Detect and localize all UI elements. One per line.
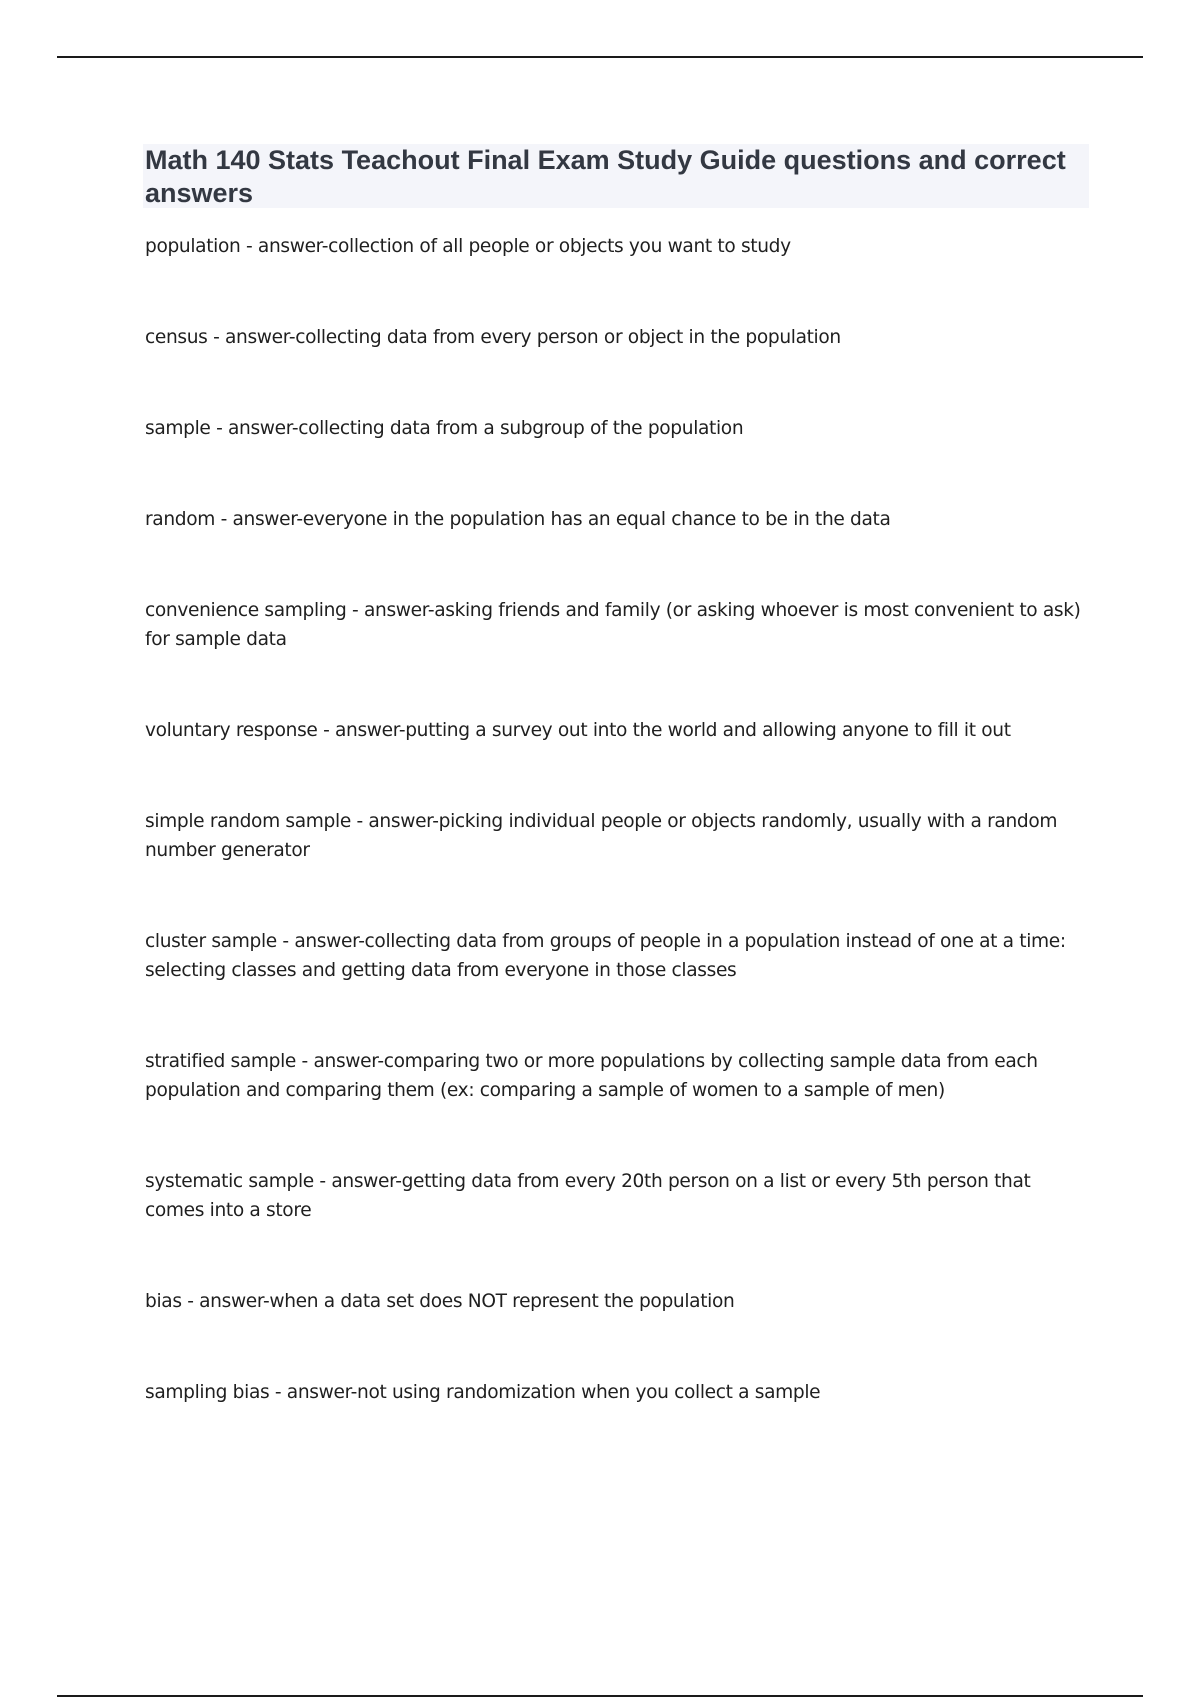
entry-convenience-sampling: convenience sampling - answer-asking friends and family (or asking whoever is most convenient to ask) for sample data [145,600,1081,650]
document-title: Math 140 Stats Teachout Final Exam Study Guide questions and correct answers [145,145,1066,208]
entry-systematic-sample: systematic sample - answer-getting data from every 20th person on a list or every 5th person that comes into a store [145,1171,1031,1221]
entry-bias: bias - answer-when a data set does NOT represent the population [145,1291,735,1312]
entry-sampling-bias: sampling bias - answer-not using randomization when you collect a sample [145,1382,821,1403]
top-rule [57,56,1143,58]
entry-voluntary-response: voluntary response - answer-putting a survey out into the world and allowing anyone to fill it out [145,720,1011,741]
entry-simple-random-sample: simple random sample - answer-picking individual people or objects randomly, usually with a random number generator [145,811,1058,861]
entry-sample: sample - answer-collecting data from a subgroup of the population [145,418,744,439]
bottom-rule [57,1695,1143,1697]
entry-population: population - answer-collection of all people or objects you want to study [145,236,791,257]
entry-census: census - answer-collecting data from every person or object in the population [145,327,841,348]
page-content [145,144,1090,1407]
entry-list [145,232,1090,1407]
title-banner [143,144,1089,208]
entry-random: random - answer-everyone in the population has an equal chance to be in the data [145,509,891,530]
entry-stratified-sample: stratified sample - answer-comparing two or more populations by collecting sample data from each population and comparing them (ex: comparing a sample of women to a sample of men) [145,1051,1038,1101]
entry-cluster-sample: cluster sample - answer-collecting data from groups of people in a population instead of one at a time: selecting classes and getting data from everyone in those classes [145,931,1066,981]
